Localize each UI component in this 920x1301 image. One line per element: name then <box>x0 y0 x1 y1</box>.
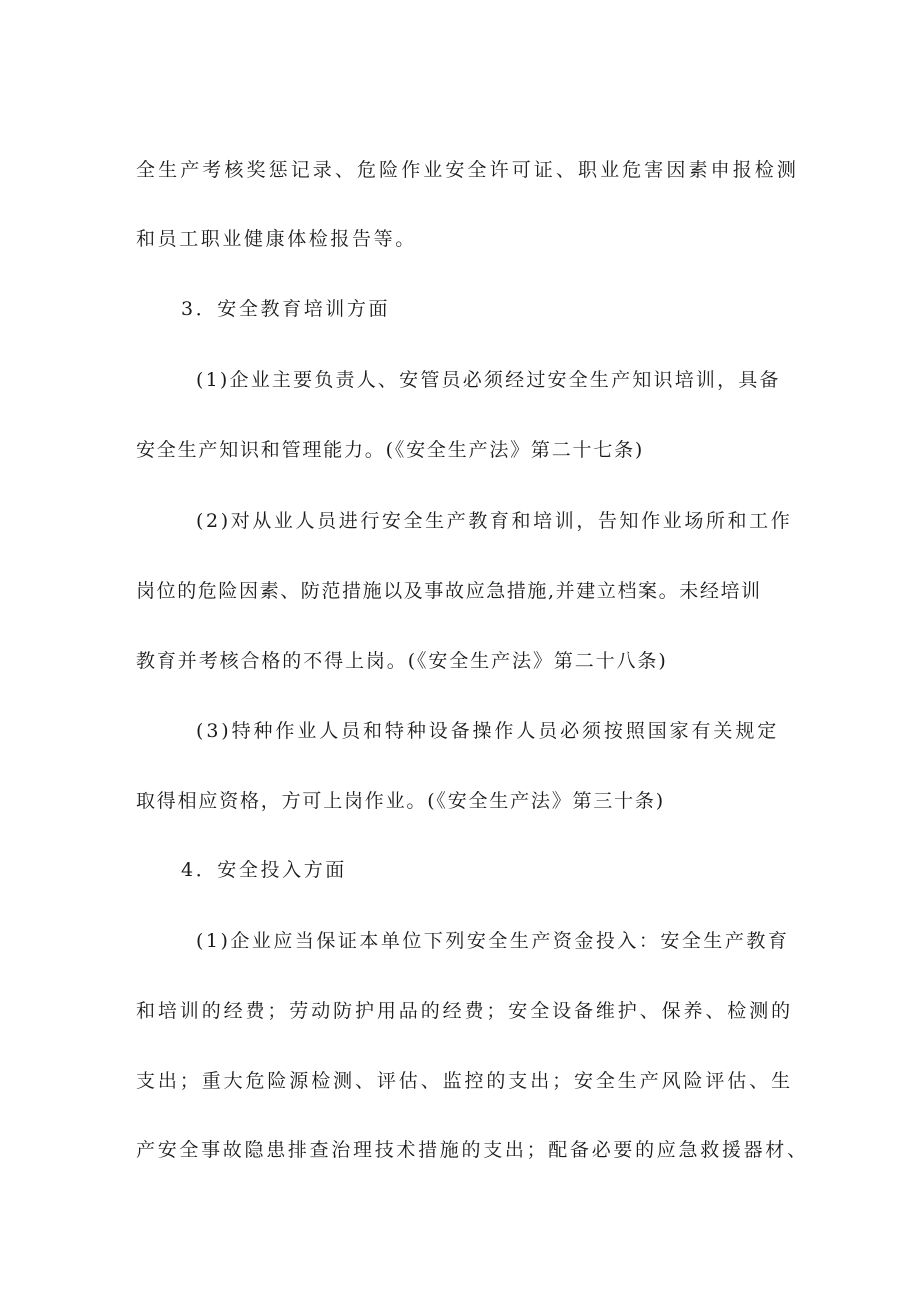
body-text-line: 和培训的经费；劳动防护用品的经费；安全设备维护、保养、检测的 <box>136 1000 794 1022</box>
body-text-line: 安全生产知识和管理能力。(《安全生产法》第二十七条) <box>136 439 645 461</box>
body-text-line: 支出；重大危险源检测、评估、监控的支出；安全生产风险评估、生 <box>136 1070 794 1092</box>
list-item-text: (3)特种作业人员和特种设备操作人员必须按照国家有关规定 <box>196 720 780 742</box>
body-text-line: 取得相应资格，方可上岗作业。(《安全生产法》第三十条) <box>136 790 665 812</box>
list-item-text: (1)企业应当保证本单位下列安全生产资金投入：安全生产教育 <box>196 930 790 952</box>
section-heading: 3．安全教育培训方面 <box>181 298 391 320</box>
body-text-line: 岗位的危险因素、防范措施以及事故应急措施,并建立档案。未经培训 <box>136 580 762 602</box>
section-heading: 4．安全投入方面 <box>181 859 347 881</box>
list-item-text: (2)对从业人员进行安全生产教育和培训，告知作业场所和工作 <box>196 510 793 532</box>
body-text-line: 和员工职业健康体检报告等。 <box>136 228 417 250</box>
body-text-line: 产安全事故隐患排查治理技术措施的支出；配备必要的应急救援器材、 <box>136 1139 809 1161</box>
body-text-line: 全生产考核奖惩记录、危险作业安全许可证、职业危害因素申报检测 <box>136 159 800 181</box>
body-text-line: 教育并考核合格的不得上岗。(《安全生产法》第二十八条) <box>136 650 668 672</box>
list-item-text: (1)企业主要负责人、安管员必须经过安全生产知识培训，具备 <box>196 369 781 391</box>
